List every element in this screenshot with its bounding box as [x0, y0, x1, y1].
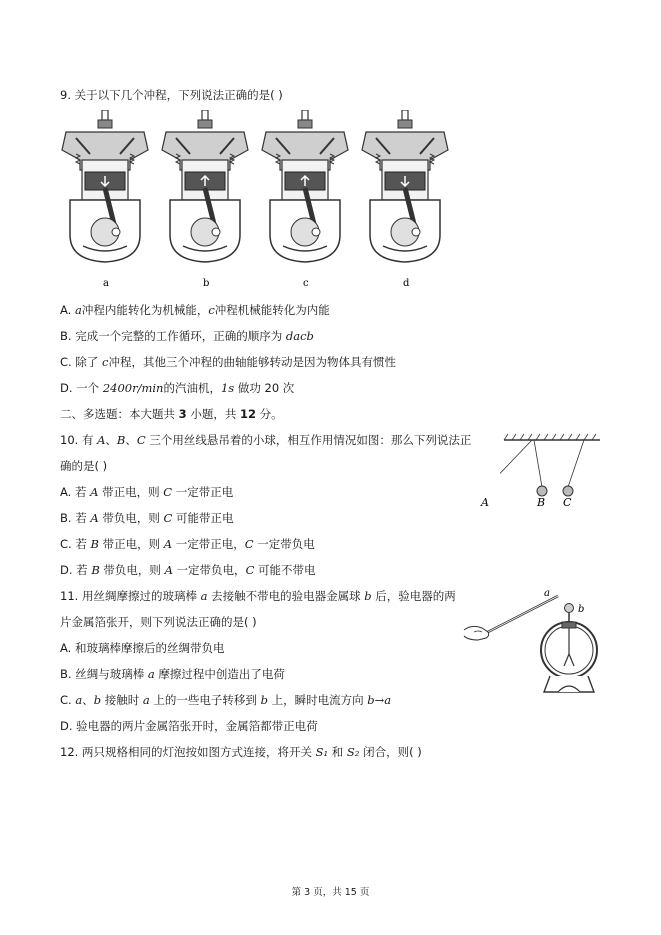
q11-stem-line1: 11. 用丝绸摩擦过的玻璃棒 a 去接触不带电的验电器金属球 b 后，验电器的两 — [60, 589, 456, 603]
engine-strokes-figure — [58, 110, 458, 290]
engine-label-a: a — [103, 278, 109, 289]
ball-label-a: A — [481, 496, 489, 509]
q10-option-b: B. 若 A 带负电，则 C 可能带正电 — [60, 511, 234, 525]
metal-ball — [565, 604, 574, 613]
hanging-balls-labels — [478, 494, 578, 510]
q10-option-c: C. 若 B 带正电，则 A 一定带正电，C 一定带负电 — [60, 537, 315, 551]
engine-label-d: d — [403, 278, 410, 289]
q9-option-b: B. 完成一个完整的工作循环，正确的顺序为 dacb — [60, 329, 314, 343]
q10-option-a: A. 若 A 带正电，则 C 一定带正电 — [60, 485, 234, 499]
engine-label-b: b — [203, 278, 210, 289]
q12-stem: 12. 两只规格相同的灯泡按如图方式连接，将开关 S₁ 和 S₂ 闭合，则( ) — [60, 745, 422, 759]
ball-label-b: b — [578, 604, 585, 615]
rod-label-a: a — [544, 588, 550, 599]
page-footer: 第 3 页，共 15 页 — [291, 887, 370, 898]
q9-option-d: D. 一个 2400r/min的汽油机，1s 做功 20 次 — [60, 381, 295, 395]
q10-option-d: D. 若 B 带负电，则 A 一定带负电，C 可能不带电 — [60, 563, 316, 577]
ball-label-b: B — [537, 496, 546, 509]
q11-option-a: A. 和玻璃棒摩擦后的丝绸带负电 — [60, 641, 225, 655]
ball-label-c: C — [563, 496, 572, 509]
q11-option-b: B. 丝绸与玻璃棒 a 摩擦过程中创造出了电荷 — [60, 667, 285, 681]
q11-option-c: C. a、b 接触时 a 上的一些电子转移到 b 上，瞬时电流方向 b→a — [60, 693, 392, 707]
q11-option-d: D. 验电器的两片金属箔张开时，金属箔都带正电荷 — [60, 719, 318, 733]
q10-stem-line1: 10. 有 A、B、C 三个用丝线悬吊着的小球，相互作用情况如图：那么下列说法正 — [60, 433, 472, 447]
electroscope-figure — [462, 588, 612, 700]
engine-label-c: c — [303, 278, 309, 289]
q9-option-a: A. a冲程内能转化为机械能，c冲程机械能转化为内能 — [60, 303, 330, 317]
section-heading: 二、多选题：本大题共 3 小题，共 12 分。 — [60, 407, 283, 421]
q10-stem-line2: 确的是( ) — [60, 459, 108, 473]
q9-option-c: C. 除了 c冲程，其他三个冲程的曲轴能够转动是因为物体具有惯性 — [60, 355, 396, 369]
q9-stem: 9. 关于以下几个冲程，下列说法正确的是( ) — [60, 88, 283, 102]
q11-stem-line2: 片金属箔张开，则下列说法正确的是( ) — [60, 615, 257, 629]
